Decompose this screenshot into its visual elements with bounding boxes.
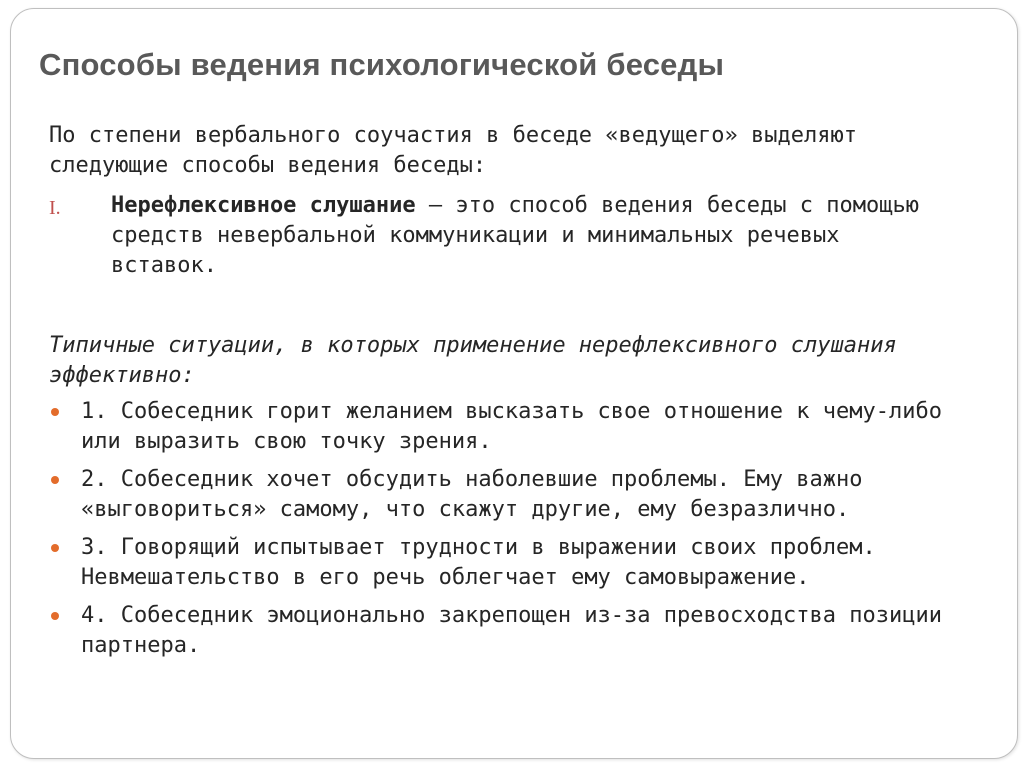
bullet-dot-icon: [51, 544, 59, 552]
bullet-dot-icon: [51, 408, 59, 416]
intro-paragraph: По степени вербального соучастия в беседе «ведущего» выделяют следующие способы ведения беседы:: [49, 123, 857, 178]
term-definition: – это способ ведения беседы с помощью средств невербальной коммуникации и минимальных речевых вставок.: [111, 193, 919, 278]
bullet-dot-icon: [51, 612, 59, 620]
term-nonreflexive-listening: Нерефлексивное слушание: [111, 193, 416, 218]
situation-text: 1. Собеседник горит желанием высказать свое отношение к чему-либо или выразить свою точку зрения.: [81, 399, 942, 454]
slide-title: Способы ведения психологической беседы: [39, 47, 725, 82]
situation-text: 3. Говорящий испытывает трудности в выражении своих проблем. Невмешательство в его речь облегчает ему самовыражение.: [81, 535, 876, 590]
bullet-dot-icon: [51, 476, 59, 484]
roman-numeral-marker: I.: [49, 197, 61, 219]
situations-heading: Типичные ситуации, в которых применение нерефлексивного слушания эффективно:: [49, 333, 897, 388]
situation-text: 2. Собеседник хочет обсудить наболевшие проблемы. Ему важно «выговориться» самому, что скажут другие, ему безразлично.: [81, 467, 863, 522]
situation-item-3: [49, 533, 981, 593]
slide-frame: [10, 8, 1018, 759]
situation-item-4: [49, 601, 981, 661]
slide-body: [49, 121, 989, 669]
situation-item-1: [49, 397, 981, 457]
roman-list-item: [49, 191, 951, 281]
situations-list: [49, 397, 989, 661]
situation-item-2: [49, 465, 981, 525]
situation-text: 4. Собеседник эмоционально закрепощен из-за превосходства позиции партнера.: [81, 603, 942, 658]
